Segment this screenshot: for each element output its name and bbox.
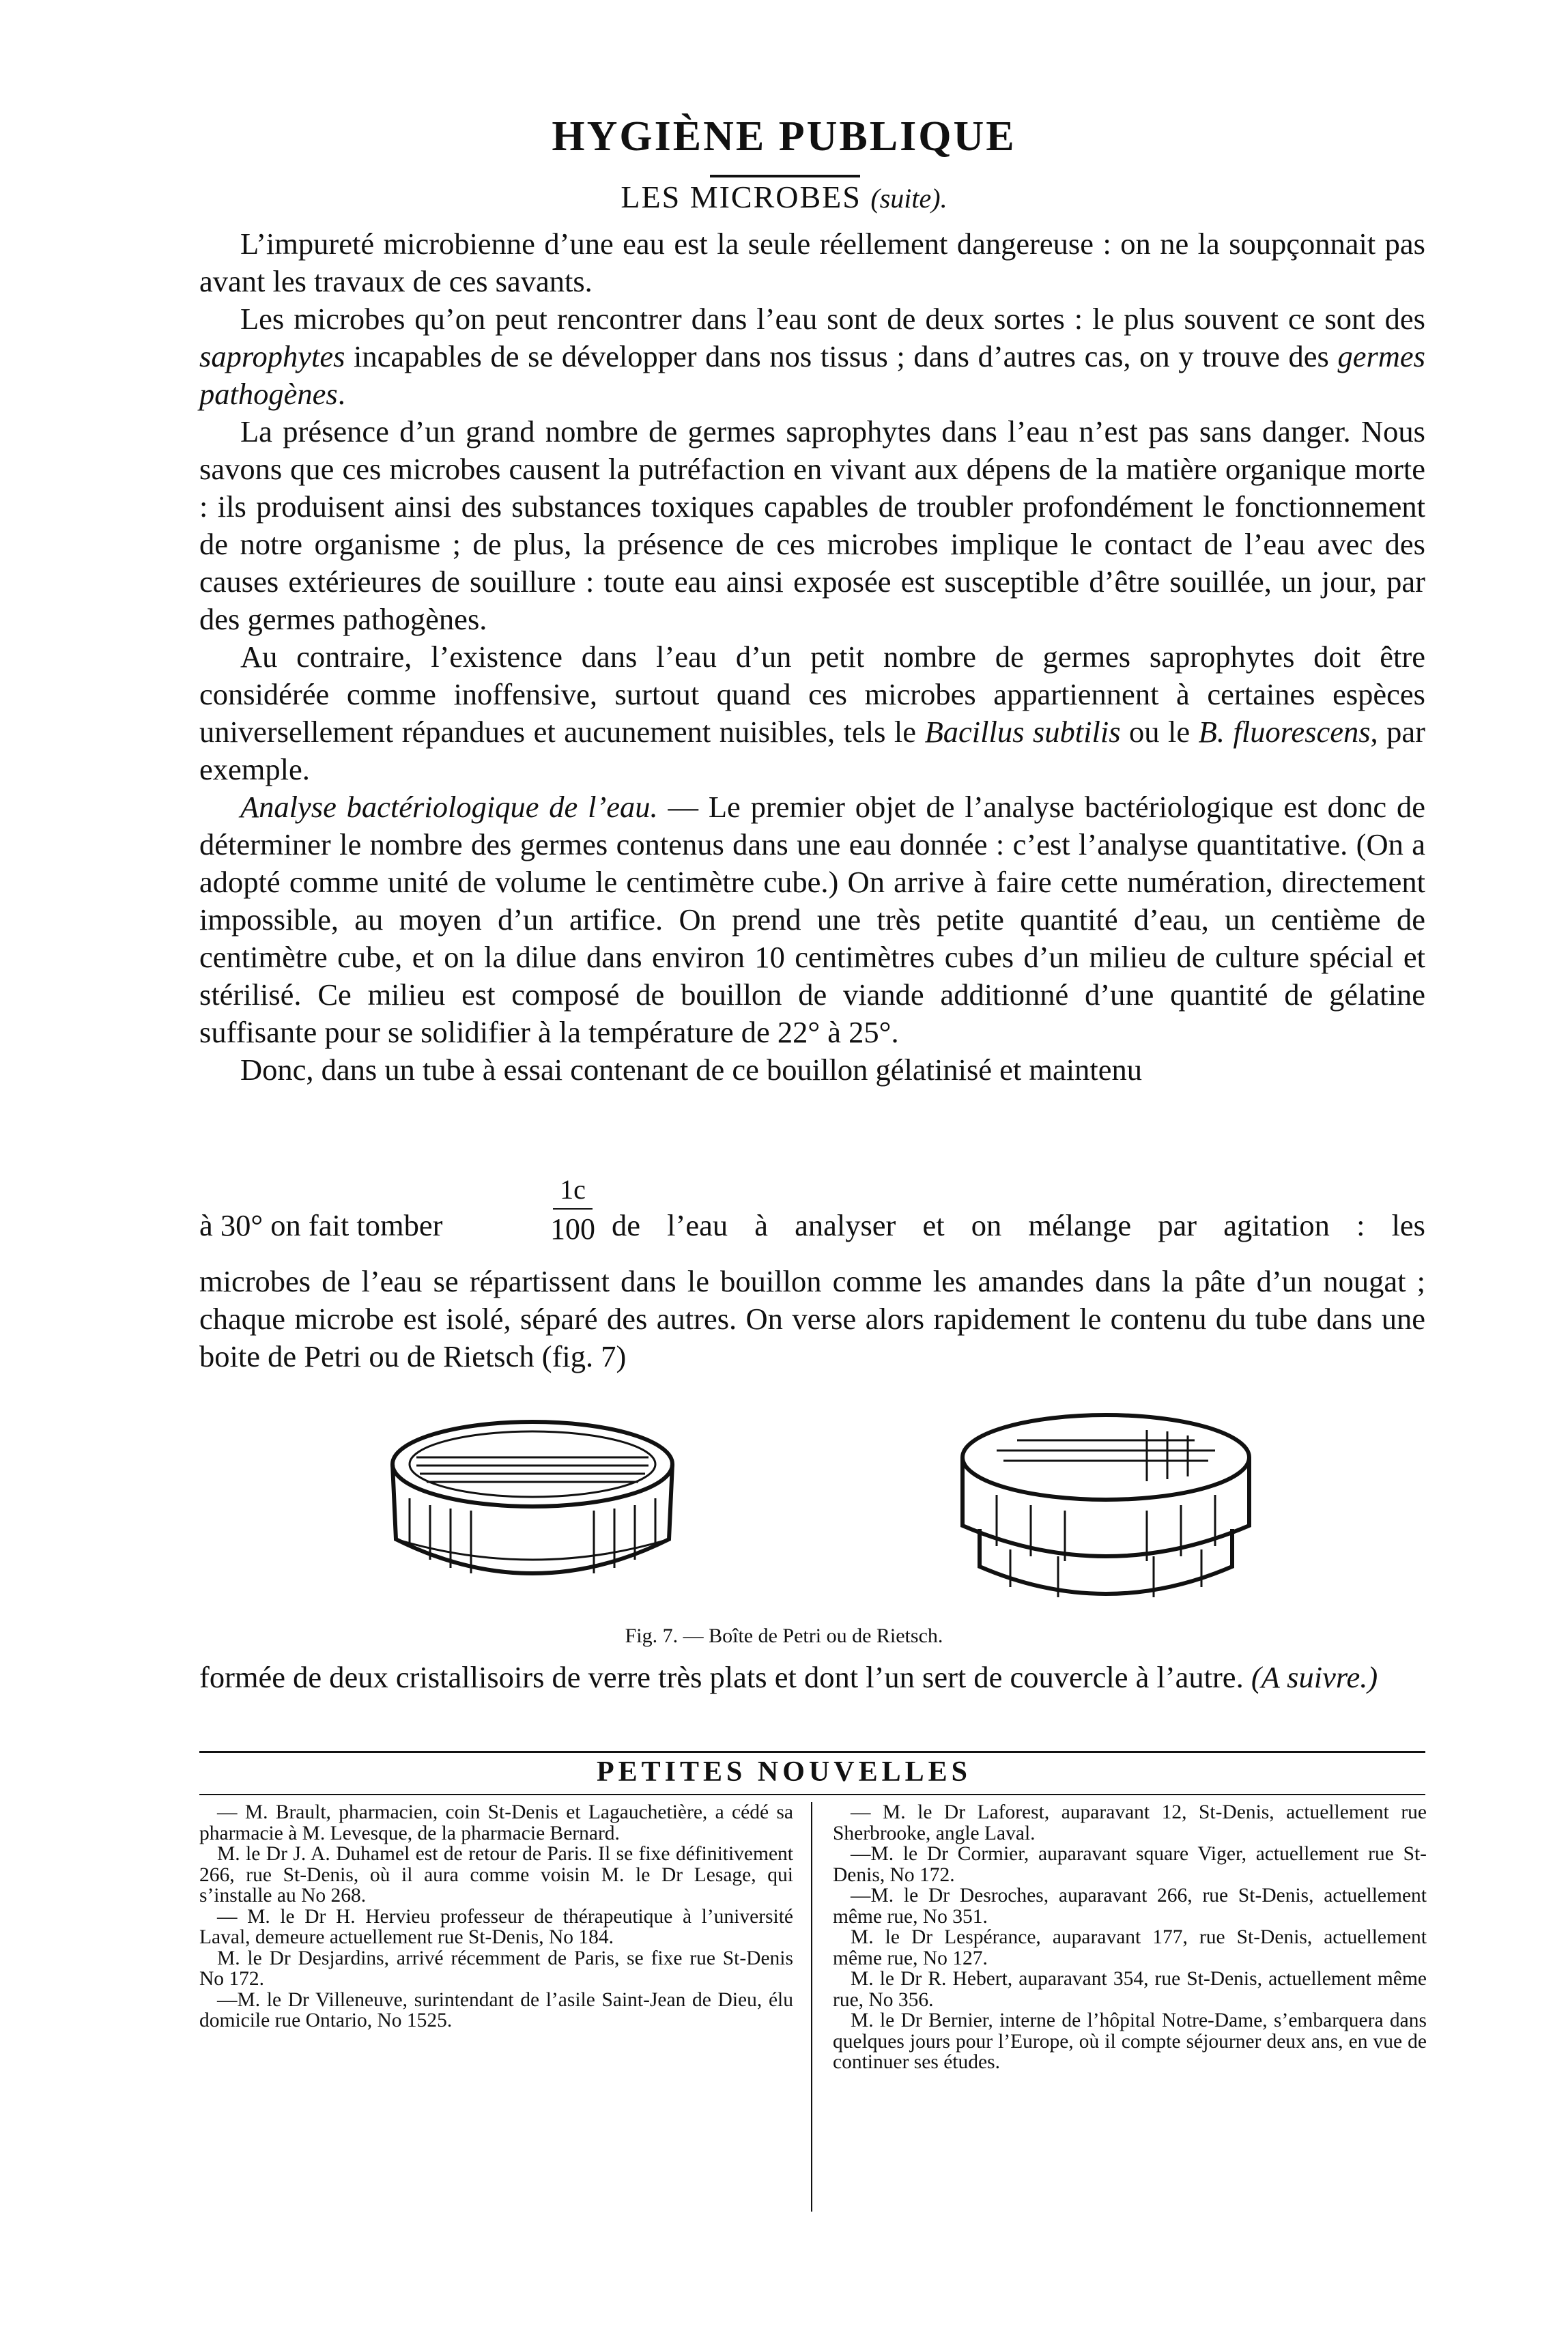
paragraph-2 [199,300,1425,413]
p4-term-bacillus: Bacillus subtilis [924,715,1121,749]
p4-text-a: Au contraire, l’existence dans l’eau d’un petit nombre de germes saprophytes doit être considérée comme inoffensive, surtout quand ces microbes appartiennent à certaines espèces universellement répandues et aucunement nuisibles, tels le [199,640,1425,749]
p4-text-c: ou le [1120,715,1199,749]
p4-term-fluorescens: B. fluorescens [1198,715,1371,749]
news-item: —M. le Dr Villeneuve, surintendant de l’asile Saint-Jean de Dieu, élu domicile rue Ontario, No 1525. [199,1988,793,2031]
fraction-denominator: 100 [550,1212,595,1246]
news-top-rule [199,1751,1425,1753]
paragraph-5 [199,788,1425,1051]
a-suivre-note: (A suivre.) [1251,1660,1378,1694]
article-subtitle [0,179,1568,215]
p4-text-e: , par exemple. [199,715,1425,786]
fraction-line [199,1171,1425,1259]
petri-dish-figure [369,1410,1461,1635]
news-bottom-rule [199,1794,1425,1795]
subtitle-suffix: (suite). [870,183,947,214]
p8-text: formée de deux cristallisoirs de verre très plats et dont l’un sert de couvercle à l’autre. [199,1660,1244,1694]
fraction-numerator: 1c [560,1174,586,1205]
subtitle-text: LES MICROBES [621,180,861,214]
news-column-left [199,1802,793,2031]
news-item: — M. Brault, pharmacien, coin St-Denis et Lagauchetière, a cédé sa pharmacie à M. Levesque, de la pharmacie Bernard. [199,1801,793,1844]
article-body-end [199,1659,1425,1696]
paragraph-1: L’impureté microbienne d’une eau est la seule réellement dangereuse : on ne la soupçonnait pas avant les travaux de ces savants. [199,227,1425,298]
news-item: — M. le Dr Laforest, auparavant 12, St-Denis, actuellement rue Sherbrooke, angle Laval. [833,1801,1427,1844]
fraction [549,1171,597,1249]
p2-text-e: . [337,377,345,411]
news-item: — M. le Dr H. Hervieu professeur de thérapeutique à l’université Laval, demeure actuellement rue St-Denis, No 184. [199,1905,793,1948]
news-item: M. le Dr Bernier, interne de l’hôpital Notre-Dame, s’embarquera dans quelques jours pour l’Europe, où il compte séjourner deux ans, en vue de continuer ses études. [833,2010,1427,2073]
p2-term-pathogenes: germes pathogènes [199,339,1425,411]
news-item: —M. le Dr Cormier, auparavant square Viger, actuellement rue St-Denis, No 172. [833,1843,1427,1886]
fraction-after: de l’eau à analyser et on mélange par agitation : les [612,1208,1425,1242]
petri-dish-covered-illustration [963,1415,1249,1597]
paragraph-4 [199,638,1425,788]
paragraph-8 [199,1659,1425,1696]
petri-dish-open-illustration [393,1422,672,1573]
paragraph-7: microbes de l’eau se répartissent dans le bouillon comme les amandes dans la pâte d’un nougat ; chaque microbe est isolé, séparé des autres. On verse alors rapidement le contenu du tube dans une boite de Petri ou de Rietsch (fig. 7) [199,1264,1425,1373]
column-divider [811,1802,812,2212]
news-column-right [833,1802,1427,2073]
article-body-continued [199,1263,1425,1375]
p2-term-saprophytes: saprophytes [199,339,345,373]
p2-text-c: incapables de se développer dans nos tissus ; dans d’autres cas, on y trouve des [345,339,1338,373]
p5-heading: Analyse bactériologique de l’eau. [240,790,658,824]
paragraph-3: La présence d’un grand nombre de germes saprophytes dans l’eau n’est pas sans danger. Nous savons que ces microbes causent la putréfaction en vivant aux dépens de la matière organique morte : ils produisent ainsi des substances toxiques capables de troubler profondément le fonctionnement de notre organisme ; de plus, la présence de ces microbes implique le contact de l’eau avec des causes extérieures de souillure : toute eau ainsi exposée est susceptible d’être souillée, un jour, par des germes pathogènes. [199,414,1425,636]
paragraph-6: Donc, dans un tube à essai contenant de ce bouillon gélatinisé et maintenu [240,1053,1143,1087]
news-item: M. le Dr R. Hebert, auparavant 354, rue St-Denis, actuellement même rue, No 356. [833,1968,1427,2011]
p2-text-a: Les microbes qu’on peut rencontrer dans l’eau sont de deux sortes : le plus souvent ce sont des [240,302,1425,336]
title-rule [710,175,860,177]
news-item: M. le Dr J. A. Duhamel est de retour de Paris. Il se fixe définitivement 266, rue St-Denis, où il aura comme voisin M. le Dr Lesage, qui s’installe au No 268. [199,1843,793,1906]
section-title: HYGIÈNE PUBLIQUE [552,113,1016,160]
article-body [199,225,1425,1089]
news-section-title: PETITES NOUVELLES [597,1756,971,1788]
figure-caption: Fig. 7. — Boîte de Petri ou de Rietsch. [625,1625,943,1647]
news-item: M. le Dr Lespérance, auparavant 177, rue St-Denis, actuellement même rue, No 127. [833,1926,1427,1969]
news-item: M. le Dr Desjardins, arrivé récemment de Paris, se fixe rue St-Denis No 172. [199,1947,793,1990]
p5-text: — Le premier objet de l’analyse bactériologique est donc de déterminer le nombre des germes contenus dans une eau donnée : c’est l’analyse quantitative. (On a adopté comme unité de volume le centimètre cube.) On arrive à faire cette numération, directement impossible, au moyen d’un artifice. On prend une très petite quantité d’eau, un centième de centimètre cube, et on la dilue dans environ 10 centimètres cubes d’un milieu de culture spécial et stérilisé. Ce milieu est composé de bouillon de viande additionné d’une quantité de gélatine suffisante pour se solidifier à la température de 22° à 25°. [199,790,1425,1049]
fraction-before: à 30° on fait tomber [199,1208,443,1242]
news-item: —M. le Dr Desroches, auparavant 266, rue St-Denis, actuellement même rue, No 351. [833,1885,1427,1928]
